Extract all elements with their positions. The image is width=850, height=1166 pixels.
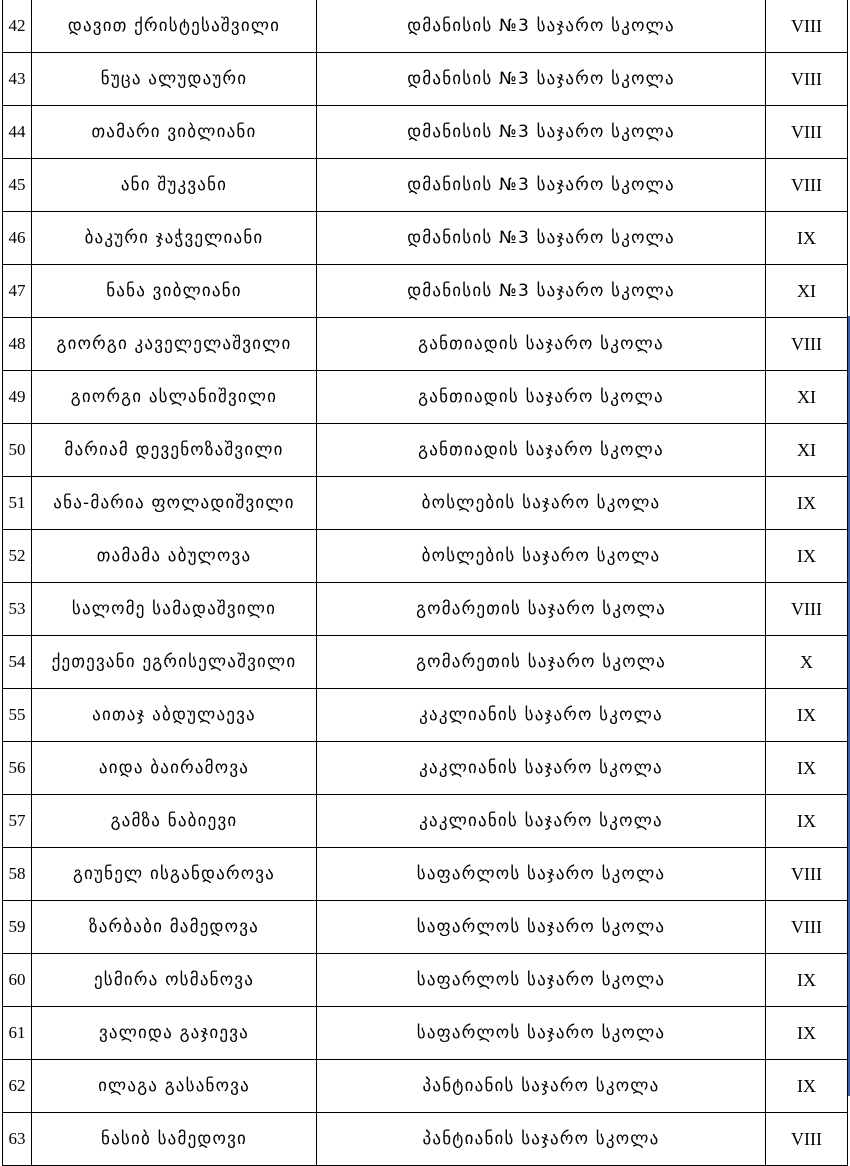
row-number-cell: 50 — [3, 424, 32, 477]
table-row — [3, 0, 848, 53]
table-row — [3, 1007, 848, 1060]
grade-cell: VIII — [766, 0, 848, 53]
student-name-cell: აიდა ბაირამოვა — [32, 742, 317, 795]
row-number-cell: 61 — [3, 1007, 32, 1060]
grade-cell: IX — [766, 1007, 848, 1060]
grade-cell: VIII — [766, 1113, 848, 1166]
table-row — [3, 477, 848, 530]
participants-table-body — [3, 0, 848, 1166]
school-name-cell: გომარეთის საჯარო სკოლა — [317, 636, 766, 689]
table-row — [3, 795, 848, 848]
grade-cell: XI — [766, 424, 848, 477]
school-name-cell: საფარლოს საჯარო სკოლა — [317, 1007, 766, 1060]
student-name-cell: გამზა ნაბიევი — [32, 795, 317, 848]
student-name-cell: ქეთევანი ეგრისელაშვილი — [32, 636, 317, 689]
school-name-cell: ბოსლების საჯარო სკოლა — [317, 477, 766, 530]
grade-cell: IX — [766, 795, 848, 848]
student-name-cell: გიორგი კაველელაშვილი — [32, 318, 317, 371]
school-name-cell: საფარლოს საჯარო სკოლა — [317, 954, 766, 1007]
row-number-cell: 54 — [3, 636, 32, 689]
table-row — [3, 742, 848, 795]
row-number-cell: 57 — [3, 795, 32, 848]
grade-cell: XI — [766, 371, 848, 424]
table-row — [3, 53, 848, 106]
school-name-cell: დმანისის №3 საჯარო სკოლა — [317, 159, 766, 212]
grade-cell: IX — [766, 212, 848, 265]
participants-table — [2, 0, 848, 1166]
table-row — [3, 318, 848, 371]
table-row — [3, 901, 848, 954]
student-name-cell: გიუნელ ისგანდაროვა — [32, 848, 317, 901]
row-number-cell: 49 — [3, 371, 32, 424]
grade-cell: VIII — [766, 901, 848, 954]
student-name-cell: ესმირა ოსმანოვა — [32, 954, 317, 1007]
table-row — [3, 1060, 848, 1113]
school-name-cell: კაკლიანის საჯარო სკოლა — [317, 742, 766, 795]
school-name-cell: განთიადის საჯარო სკოლა — [317, 371, 766, 424]
school-name-cell: კაკლიანის საჯარო სკოლა — [317, 689, 766, 742]
table-row — [3, 106, 848, 159]
table-row — [3, 689, 848, 742]
row-number-cell: 46 — [3, 212, 32, 265]
grade-cell: IX — [766, 1060, 848, 1113]
table-row — [3, 1113, 848, 1166]
row-number-cell: 59 — [3, 901, 32, 954]
grade-cell: IX — [766, 530, 848, 583]
student-name-cell: თამამა აბულოვა — [32, 530, 317, 583]
student-name-cell: ილაგა გასანოვა — [32, 1060, 317, 1113]
table-row — [3, 636, 848, 689]
school-name-cell: ბოსლების საჯარო სკოლა — [317, 530, 766, 583]
row-number-cell: 55 — [3, 689, 32, 742]
school-name-cell: საფარლოს საჯარო სკოლა — [317, 901, 766, 954]
school-name-cell: დმანისის №3 საჯარო სკოლა — [317, 265, 766, 318]
table-row — [3, 424, 848, 477]
table-row — [3, 954, 848, 1007]
grade-cell: X — [766, 636, 848, 689]
table-row — [3, 159, 848, 212]
student-name-cell: სალომე სამადაშვილი — [32, 583, 317, 636]
grade-cell: IX — [766, 477, 848, 530]
row-number-cell: 53 — [3, 583, 32, 636]
grade-cell: VIII — [766, 53, 848, 106]
grade-cell: VIII — [766, 583, 848, 636]
row-number-cell: 63 — [3, 1113, 32, 1166]
school-name-cell: კაკლიანის საჯარო სკოლა — [317, 795, 766, 848]
row-number-cell: 43 — [3, 53, 32, 106]
school-name-cell: განთიადის საჯარო სკოლა — [317, 318, 766, 371]
table-row — [3, 371, 848, 424]
school-name-cell: დმანისის №3 საჯარო სკოლა — [317, 53, 766, 106]
row-number-cell: 42 — [3, 0, 32, 53]
grade-cell: IX — [766, 689, 848, 742]
row-number-cell: 62 — [3, 1060, 32, 1113]
row-number-cell: 58 — [3, 848, 32, 901]
row-number-cell: 60 — [3, 954, 32, 1007]
table-row — [3, 583, 848, 636]
table-row — [3, 212, 848, 265]
student-name-cell: ნუცა ალუდაური — [32, 53, 317, 106]
student-name-cell: ნასიბ სამედოვი — [32, 1113, 317, 1166]
student-name-cell: გიორგი ასლანიშვილი — [32, 371, 317, 424]
school-name-cell: საფარლოს საჯარო სკოლა — [317, 848, 766, 901]
school-name-cell: დმანისის №3 საჯარო სკოლა — [317, 106, 766, 159]
student-name-cell: ანი შუკვანი — [32, 159, 317, 212]
grade-cell: IX — [766, 742, 848, 795]
row-number-cell: 44 — [3, 106, 32, 159]
grade-cell: XI — [766, 265, 848, 318]
student-name-cell: დავით ქრისტესაშვილი — [32, 0, 317, 53]
table-row — [3, 530, 848, 583]
student-name-cell: ანა-მარია ფოლადიშვილი — [32, 477, 317, 530]
school-name-cell: გომარეთის საჯარო სკოლა — [317, 583, 766, 636]
row-number-cell: 51 — [3, 477, 32, 530]
grade-cell: IX — [766, 954, 848, 1007]
school-name-cell: დმანისის №3 საჯარო სკოლა — [317, 212, 766, 265]
row-number-cell: 45 — [3, 159, 32, 212]
row-number-cell: 48 — [3, 318, 32, 371]
grade-cell: VIII — [766, 848, 848, 901]
school-name-cell: დმანისის №3 საჯარო სკოლა — [317, 0, 766, 53]
student-name-cell: თამარი ვიბლიანი — [32, 106, 317, 159]
grade-cell: VIII — [766, 159, 848, 212]
grade-cell: VIII — [766, 106, 848, 159]
student-name-cell: აითაჯ აბდულაევა — [32, 689, 317, 742]
grade-cell: VIII — [766, 318, 848, 371]
row-number-cell: 52 — [3, 530, 32, 583]
table-row — [3, 265, 848, 318]
table-row — [3, 848, 848, 901]
school-name-cell: პანტიანის საჯარო სკოლა — [317, 1113, 766, 1166]
student-name-cell: მარიამ დევენოზაშვილი — [32, 424, 317, 477]
student-name-cell: ვალიდა გაჯიევა — [32, 1007, 317, 1060]
school-name-cell: განთიადის საჯარო სკოლა — [317, 424, 766, 477]
student-name-cell: ბაკური ჯაჭველიანი — [32, 212, 317, 265]
row-number-cell: 47 — [3, 265, 32, 318]
row-number-cell: 56 — [3, 742, 32, 795]
student-name-cell: ზარბაბი მამედოვა — [32, 901, 317, 954]
student-name-cell: ნანა ვიბლიანი — [32, 265, 317, 318]
school-name-cell: პანტიანის საჯარო სკოლა — [317, 1060, 766, 1113]
